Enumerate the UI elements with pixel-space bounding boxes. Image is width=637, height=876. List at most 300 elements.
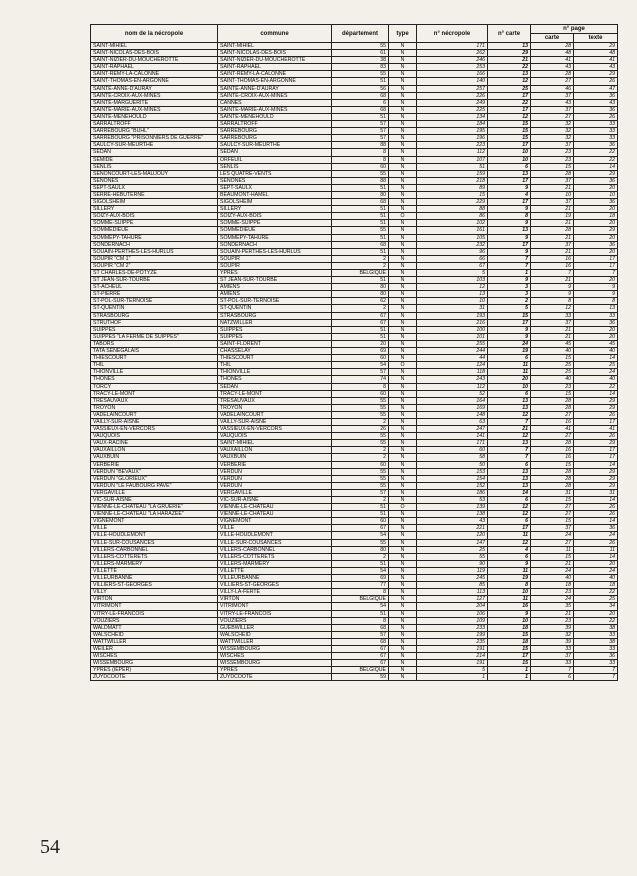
cell-page-carte: 28 [531,71,574,78]
table-row [91,546,618,553]
cell-departement: 54 [332,567,389,574]
cell-type: N [389,667,417,674]
cell-n-carte: 2 [488,298,531,305]
cell-page-carte: 28 [531,475,574,482]
cell-n-necropole: 58 [417,454,488,461]
cell-n-carte: 7 [488,454,531,461]
cell-page-carte: 21 [531,234,574,241]
cell-type: N [389,113,417,120]
cell-n-necropole: 44 [417,355,488,362]
cell-page-texte: 36 [574,106,618,113]
table-row [91,255,618,262]
cell-page-texte: 41 [574,426,618,433]
cell-nom: SAINTE-MARIE-AUX-MINES [91,106,218,113]
cell-page-texte: 14 [574,518,618,525]
cell-n-necropole: 204 [417,603,488,610]
cell-page-carte: 24 [531,532,574,539]
cell-nom: ST-ACHEUL [91,284,218,291]
cell-page-carte: 15 [531,497,574,504]
cell-n-carte: 17 [488,653,531,660]
cell-nom: WISCHES [91,653,218,660]
cell-nom: SOMMEDIEUE [91,227,218,234]
table-row [91,184,618,191]
cell-departement: 55 [332,482,389,489]
cell-n-carte: 15 [488,128,531,135]
cell-page-carte: 40 [531,348,574,355]
cell-nom: TROYON [91,404,218,411]
cell-nom: SOUAIN-PERTHES-LES-HURLUS [91,248,218,255]
cell-commune: SOUPIR [218,262,332,269]
cell-n-carte: 10 [488,156,531,163]
cell-n-carte: 16 [488,603,531,610]
cell-n-carte: 6 [488,390,531,397]
cell-type: N [389,340,417,347]
cell-type: N [389,546,417,553]
table-row [91,340,618,347]
cell-page-texte: 33 [574,645,618,652]
cell-n-carte: 9 [488,326,531,333]
table-row [91,50,618,57]
cell-departement: 67 [332,653,389,660]
cell-page-carte: 27 [531,113,574,120]
cell-type: N [389,348,417,355]
cell-type: N [389,383,417,390]
cell-n-carte: 13 [488,404,531,411]
cell-nom: SUIPPES [91,326,218,333]
table-row [91,149,618,156]
cell-type: N [389,163,417,170]
cell-commune: SIGOLSHEIM [218,199,332,206]
cell-type: N [389,468,417,475]
cell-commune: SAINT-MIHIEL [218,43,332,50]
cell-page-carte: 21 [531,248,574,255]
cell-n-carte: 17 [488,142,531,149]
cell-departement: 6 [332,99,389,106]
cell-type: N [389,170,417,177]
cell-n-necropole: 103 [417,277,488,284]
cell-type: N [389,475,417,482]
cell-n-carte: 1 [488,674,531,681]
cell-page-texte: 26 [574,113,618,120]
cell-departement: BELGIQUE [332,270,389,277]
cell-n-necropole: 120 [417,532,488,539]
cell-departement: 51 [332,213,389,220]
cell-departement: 55 [332,397,389,404]
cell-departement: 55 [332,440,389,447]
cell-n-necropole: 171 [417,43,488,50]
cell-type: N [389,596,417,603]
cell-type: N [389,277,417,284]
table-row [91,362,618,369]
cell-nom: SUIPPES "LA FERME DE SUIPPES" [91,333,218,340]
cell-page-texte: 36 [574,525,618,532]
cell-n-carte: 15 [488,645,531,652]
cell-page-carte: 39 [531,624,574,631]
cell-type: N [389,653,417,660]
cell-nom: SILLERY [91,206,218,213]
table-row [91,369,618,376]
cell-type: N [389,220,417,227]
cell-n-necropole: 66 [417,255,488,262]
cell-page-carte: 6 [531,674,574,681]
cell-nom: WALDMATT [91,624,218,631]
cell-page-carte: 37 [531,177,574,184]
cell-n-carte: 15 [488,135,531,142]
cell-type: N [389,326,417,333]
cell-departement: 8 [332,156,389,163]
cell-nom: VILLE [91,525,218,532]
cell-n-necropole: 184 [417,121,488,128]
table-row [91,397,618,404]
table-row [91,418,618,425]
cell-type: N [389,638,417,645]
cell-page-carte: 21 [531,333,574,340]
cell-page-carte: 10 [531,191,574,198]
cell-n-carte: 9 [488,248,531,255]
cell-type: N [389,674,417,681]
cell-departement: 77 [332,582,389,589]
cell-page-texte: 22 [574,383,618,390]
cell-commune: SENLIS [218,163,332,170]
cell-nom: VERBERIE [91,461,218,468]
cell-n-carte: 11 [488,596,531,603]
cell-n-necropole: 246 [417,57,488,64]
cell-n-carte: 4 [488,546,531,553]
cell-commune: SAINT-REMY-LA-CALONNE [218,71,332,78]
cell-n-carte: 12 [488,411,531,418]
cell-type: N [389,433,417,440]
cell-nom: VERDUN "BEVAUX" [91,468,218,475]
cell-page-carte: 37 [531,525,574,532]
cell-type: N [389,489,417,496]
cell-n-carte: 9 [488,234,531,241]
cell-page-carte: 23 [531,156,574,163]
cell-n-necropole: 107 [417,156,488,163]
cell-n-carte: 13 [488,482,531,489]
table-row [91,532,618,539]
cell-page-texte: 20 [574,220,618,227]
cell-n-carte: 11 [488,362,531,369]
cell-n-carte: 13 [488,43,531,50]
cell-commune: THONES [218,376,332,383]
cell-commune: VILLE-SUR-COUSANCES [218,539,332,546]
cell-type: N [389,447,417,454]
cell-n-necropole: 88 [417,206,488,213]
cell-page-texte: 17 [574,447,618,454]
cell-nom: VERDUN "GLORIEUX" [91,475,218,482]
cell-page-texte: 38 [574,624,618,631]
cell-page-carte: 21 [531,560,574,567]
cell-type: N [389,603,417,610]
cell-type: N [389,567,417,574]
cell-type: N [389,99,417,106]
cell-n-necropole: 118 [417,369,488,376]
cell-n-necropole: 249 [417,99,488,106]
cell-departement: 38 [332,57,389,64]
cell-page-texte: 38 [574,638,618,645]
table-row [91,575,618,582]
cell-page-carte: 16 [531,418,574,425]
page-number: 54 [40,836,60,858]
table-row [91,454,618,461]
cell-nom: SONDERNACH [91,241,218,248]
table-row [91,142,618,149]
cell-departement: 67 [332,319,389,326]
cell-commune: ORFEUIL [218,156,332,163]
table-body [91,43,618,681]
cell-type: N [389,610,417,617]
cell-departement: 80 [332,191,389,198]
cell-departement: 83 [332,64,389,71]
cell-n-necropole: 223 [417,142,488,149]
table-row [91,135,618,142]
cell-n-necropole: 161 [417,227,488,234]
cell-page-texte: 22 [574,149,618,156]
cell-departement: 2 [332,305,389,312]
cell-n-necropole: 67 [417,262,488,269]
cell-type: N [389,660,417,667]
cell-page-texte: 26 [574,433,618,440]
cell-commune: NATZWILLER [218,319,332,326]
table-row [91,170,618,177]
cell-n-carte: 12 [488,504,531,511]
header-departement: département [332,25,389,43]
cell-commune: YPRES [218,270,332,277]
cell-departement: 51 [332,206,389,213]
header-type: type [389,25,417,43]
table-row [91,461,618,468]
cell-n-carte: 25 [488,85,531,92]
cell-page-texte: 26 [574,411,618,418]
cell-n-necropole: 5 [417,270,488,277]
cell-page-carte: 27 [531,433,574,440]
cell-type: N [389,461,417,468]
cell-type: N [389,411,417,418]
cell-page-texte: 20 [574,184,618,191]
cell-commune: SAINT-RAPHAEL [218,64,332,71]
cell-commune: ZUYDCOOTE [218,674,332,681]
cell-page-carte: 37 [531,92,574,99]
cell-page-carte: 16 [531,454,574,461]
cell-departement: 67 [332,525,389,532]
cell-nom: SOIZY-AUX-BOIS [91,213,218,220]
cell-commune: VILLERS-MARMERY [218,560,332,567]
cell-n-carte: 11 [488,567,531,574]
cell-commune: SAULCY-SUR-MEURTHE [218,142,332,149]
cell-page-carte: 28 [531,43,574,50]
table-row [91,262,618,269]
cell-n-necropole: 96 [417,248,488,255]
cell-page-texte: 24 [574,532,618,539]
cell-nom: SOMME-SUIPPE [91,220,218,227]
cell-page-carte: 21 [531,277,574,284]
cell-departement: 51 [332,610,389,617]
table-row [91,596,618,603]
cell-nom: VIENNE-LE-CHATEAU "LA HARAZEE" [91,511,218,518]
cell-type: N [389,206,417,213]
cell-commune: SAINTE-CROIX-AUX-MINES [218,92,332,99]
cell-n-necropole: 127 [417,596,488,603]
cell-commune: SONDERNACH [218,241,332,248]
cell-page-carte: 16 [531,255,574,262]
cell-type: N [389,440,417,447]
table-row [91,518,618,525]
cell-n-carte: 21 [488,57,531,64]
cell-commune: VOUZIERS [218,617,332,624]
table-row [91,220,618,227]
cell-nom: THIONVILLE [91,369,218,376]
cell-n-necropole: 216 [417,319,488,326]
header-carte: carte [531,34,574,43]
cell-type: N [389,631,417,638]
cell-nom: WEILER [91,645,218,652]
cell-commune: SEDAN [218,149,332,156]
cell-departement: 51 [332,234,389,241]
cell-commune: VILLERS-CARBONNEL [218,546,332,553]
cell-nom: VILLETTE [91,567,218,574]
cell-n-carte: 9 [488,220,531,227]
cell-page-texte: 33 [574,312,618,319]
cell-page-carte: 7 [531,270,574,277]
cell-n-necropole: 55 [417,553,488,560]
cell-nom: SEPT-SAULX [91,184,218,191]
cell-page-texte: 22 [574,617,618,624]
cell-type: N [389,234,417,241]
table-row [91,156,618,163]
cell-page-texte: 43 [574,64,618,71]
cell-page-carte: 12 [531,305,574,312]
table-row [91,653,618,660]
cell-n-carte: 9 [488,610,531,617]
cell-page-carte: 28 [531,170,574,177]
cell-n-necropole: 154 [417,475,488,482]
cell-n-carte: 12 [488,433,531,440]
cell-n-necropole: 139 [417,504,488,511]
cell-departement: 2 [332,255,389,262]
cell-nom: SAULCY-SUR-MEURTHE [91,142,218,149]
cell-commune: SOMME-SUIPPE [218,220,332,227]
cell-nom: VILLIERS-ST-GEORGES [91,582,218,589]
cell-type: N [389,518,417,525]
cell-n-carte: 9 [488,206,531,213]
table-row [91,227,618,234]
cell-departement: 51 [332,78,389,85]
cell-n-carte: 17 [488,525,531,532]
cell-nom: TABORS [91,340,218,347]
cell-nom: SENONCOURT-LES-MAUJOUY [91,170,218,177]
cell-commune: VERDUN [218,468,332,475]
cell-commune: VERDUN [218,475,332,482]
cell-departement: BELGIQUE [332,667,389,674]
cell-n-carte: 9 [488,333,531,340]
cell-n-necropole: 60 [417,447,488,454]
table-row [91,177,618,184]
table-row [91,199,618,206]
cell-type: N [389,43,417,50]
cell-n-carte: 3 [488,284,531,291]
cell-page-carte: 40 [531,575,574,582]
cell-departement: 8 [332,589,389,596]
cell-nom: ST JEAN-SUR-TOURBE [91,277,218,284]
table-row [91,553,618,560]
cell-n-necropole: 53 [417,497,488,504]
cell-page-texte: 7 [574,270,618,277]
cell-page-carte: 32 [531,631,574,638]
header-n-page: n° page [531,25,618,34]
cell-page-carte: 15 [531,390,574,397]
cell-page-carte: 25 [531,362,574,369]
cell-page-carte: 21 [531,220,574,227]
cell-n-necropole: 159 [417,170,488,177]
cell-nom: VADELAINCOURT [91,411,218,418]
cell-type: N [389,369,417,376]
cell-commune: SUIPPES [218,326,332,333]
cell-page-carte: 33 [531,312,574,319]
cell-type: N [389,177,417,184]
cell-type: N [389,128,417,135]
cell-commune: SUIPPES [218,333,332,340]
cell-type: N [389,539,417,546]
cell-n-carte: 7 [488,447,531,454]
cell-commune: TRESAUVAUX [218,397,332,404]
cell-page-texte: 40 [574,376,618,383]
cell-type: N [389,71,417,78]
cell-nom: VIRTON [91,596,218,603]
cell-departement: 2 [332,454,389,461]
cell-departement: 68 [332,106,389,113]
cell-n-necropole: 262 [417,50,488,57]
cell-page-texte: 31 [574,489,618,496]
cell-nom: ST-PIERRE [91,291,218,298]
cell-nom: WISSEMBOURG [91,660,218,667]
cell-page-carte: 23 [531,617,574,624]
table-row [91,504,618,511]
cell-commune: VERBERIE [218,461,332,468]
cell-commune: VADELAINCOURT [218,411,332,418]
cell-page-carte: 32 [531,121,574,128]
cell-n-necropole: 152 [417,482,488,489]
table-row [91,539,618,546]
cell-n-carte: 12 [488,113,531,120]
cell-type: N [389,525,417,532]
cell-nom: SOMMEPY-TAHURE [91,234,218,241]
cell-page-texte: 22 [574,589,618,596]
cell-commune: ST-POL-SUR-TERNOISE [218,298,332,305]
cell-page-texte: 13 [574,305,618,312]
cell-page-texte: 17 [574,454,618,461]
cell-n-necropole: 218 [417,177,488,184]
cell-departement: 55 [332,43,389,50]
table-row [91,248,618,255]
cell-departement: 60 [332,461,389,468]
cell-n-necropole: 243 [417,376,488,383]
cell-page-texte: 20 [574,206,618,213]
cell-n-carte: 17 [488,241,531,248]
cell-departement: 54 [332,603,389,610]
cell-departement: 68 [332,638,389,645]
cell-page-carte: 28 [531,440,574,447]
cell-page-texte: 34 [574,603,618,610]
cell-commune: TROYON [218,404,332,411]
cell-departement: 88 [332,142,389,149]
cell-page-texte: 17 [574,255,618,262]
cell-page-carte: 37 [531,319,574,326]
table-row [91,489,618,496]
cell-page-carte: 15 [531,518,574,525]
cell-commune: LES QUATRE-VENTS [218,170,332,177]
cell-page-carte: 28 [531,397,574,404]
table-row [91,376,618,383]
